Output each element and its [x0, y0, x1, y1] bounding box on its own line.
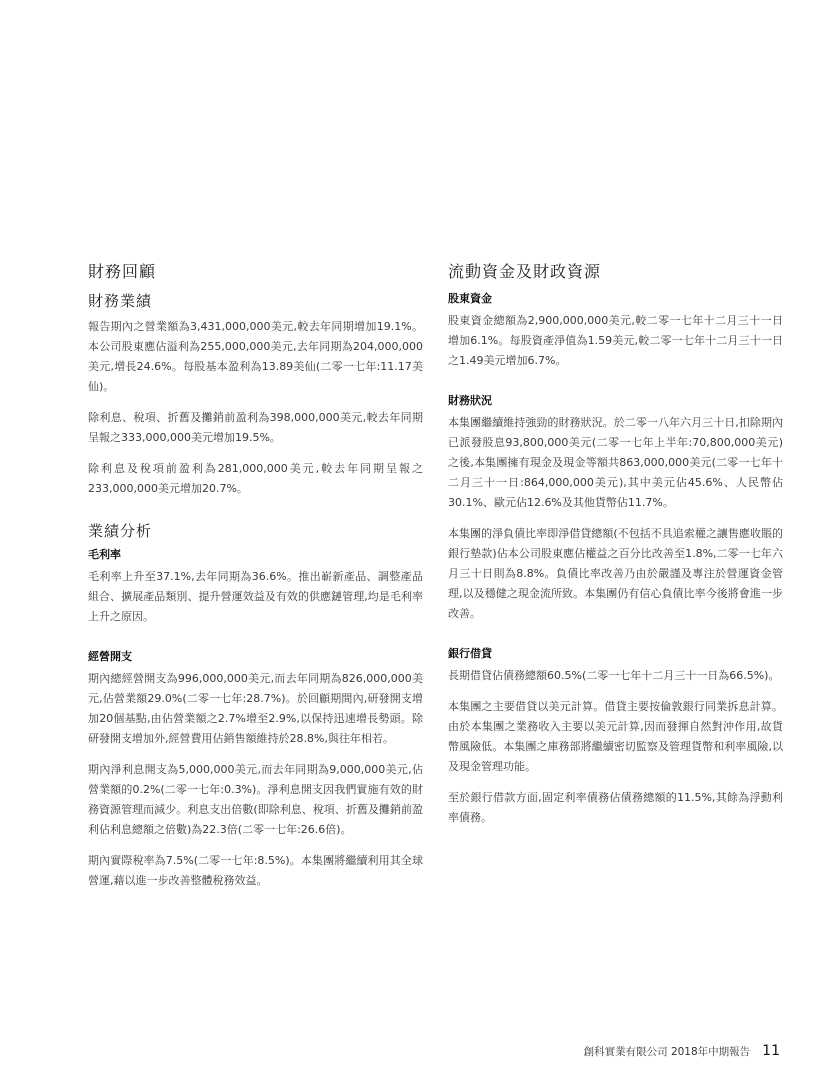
financial-position-heading: 財務狀況 [448, 394, 492, 407]
operating-expenses-paragraph-3: 期內實際稅率為7.5%(二零一七年:8.5%)。本集團將繼續利用其全球營運,藉以進一步改善整體稅務效益。 [88, 854, 423, 887]
left-column [88, 262, 423, 891]
bank-borrowings-paragraph-2: 本集團之主要借貸以美元計算。借貸主要按倫敦銀行同業拆息計算。由於本集團之業務收入主要以美元計算,因而發揮自然對沖作用,故貨幣風險低。本集團之庫務部將繼續密切監察及管理貨幣和利率風險,以及現金管理功能。 [448, 700, 783, 773]
page-footer [584, 1043, 780, 1059]
financial-results-paragraph-1: 報告期內之營業額為3,431,000,000美元,較去年同期增加19.1%。本公司股東應佔溢利為255,000,000美元,去年同期為204,000,000美元,增長24.6%。每股基本盈利為13.89美仙(二零一七年:11.17美仙)。 [88, 320, 423, 393]
operating-expenses-paragraph-2: 期內淨利息開支為5,000,000美元,而去年同期為9,000,000美元,佔營業額的0.2%(二零一七年:0.3%)。淨利息開支因我們實施有效的財務資源管理而減少。利息支出倍數(即除利息、稅項、折舊及攤銷前盈利佔利息總額之倍數)為22.3倍(二零一七年:26.6倍)。 [88, 763, 423, 836]
bank-borrowings-paragraph-3: 至於銀行借款方面,固定利率債務佔債務總額的11.5%,其餘為浮動利率債務。 [448, 791, 783, 824]
shareholders-funds-paragraph: 股東資金總額為2,900,000,000美元,較二零一七年十二月三十一日增加6.1%。每股資產淨值為1.59美元,較二零一七年十二月三十一日之1.49美元增加6.7%。 [448, 314, 783, 367]
financial-results-paragraph-3: 除利息及稅項前盈利為281,000,000美元,較去年同期呈報之233,000,000美元增加20.7%。 [88, 462, 423, 495]
financial-position-paragraph-1: 本集團繼續維持強勁的財務狀況。於二零一八年六月三十日,扣除期內已派發股息93,800,000美元(二零一七年上半年:70,800,000美元)之後,本集團擁有現金及現金等額共863,000,000美元(二零一七年十二月三十一日:864,000,000美元),其中美元佔45.6%、人民幣佔30.1%、歐元佔12.6%及其他貨幣佔11.7%。 [448, 416, 783, 509]
financial-results-heading: 財務業績 [88, 292, 153, 310]
shareholders-funds-heading: 股東資金 [448, 292, 492, 305]
bank-borrowings-paragraph-1: 長期借貸佔債務總額60.5%(二零一七年十二月三十一日為66.5%)。 [448, 669, 780, 682]
operating-expenses-heading: 經營開支 [88, 650, 132, 663]
financial-results-paragraph-2: 除利息、稅項、折舊及攤銷前盈利為398,000,000美元,較去年同期呈報之333,000,000美元增加19.5%。 [88, 411, 423, 444]
financial-position-paragraph-2: 本集團的淨負債比率即淨借貸總額(不包括不具追索權之讓售應收賬的銀行墊款)佔本公司股東應佔權益之百分比改善至1.8%,二零一七年六月三十日則為8.8%。負債比率改善乃由於嚴謹及專注於營運資金管理,以及穩健之現金流所致。本集團仍有信心負債比率今後將會進一步改善。 [448, 527, 783, 620]
page-number: 11 [762, 1043, 780, 1059]
bank-borrowings-heading: 銀行借貸 [448, 647, 492, 660]
right-column [448, 262, 783, 828]
footer-company-report: 創科實業有限公司 2018年中期報告 [583, 1046, 751, 1058]
operating-expenses-paragraph-1: 期內總經營開支為996,000,000美元,而去年同期為826,000,000美元,佔營業額29.0%(二零一七年:28.7%)。於回顧期間內,研發開支增加20個基點,由佔營業額之2.7%增至2.9%,以保持迅速增長勢頭。除研發開支增加外,經營費用佔銷售額維持於28.8%,與往年相若。 [88, 672, 423, 745]
financial-review-heading: 財務回顧 [88, 262, 157, 281]
liquidity-heading: 流動資金及財政資源 [448, 262, 602, 281]
gross-margin-heading: 毛利率 [88, 548, 121, 561]
gross-margin-paragraph: 毛利率上升至37.1%,去年同期為36.6%。推出嶄新產品、調整產品組合、擴展產品類別、提升營運效益及有效的供應鏈管理,均是毛利率上升之原因。 [88, 570, 423, 623]
results-analysis-heading: 業績分析 [88, 522, 153, 540]
